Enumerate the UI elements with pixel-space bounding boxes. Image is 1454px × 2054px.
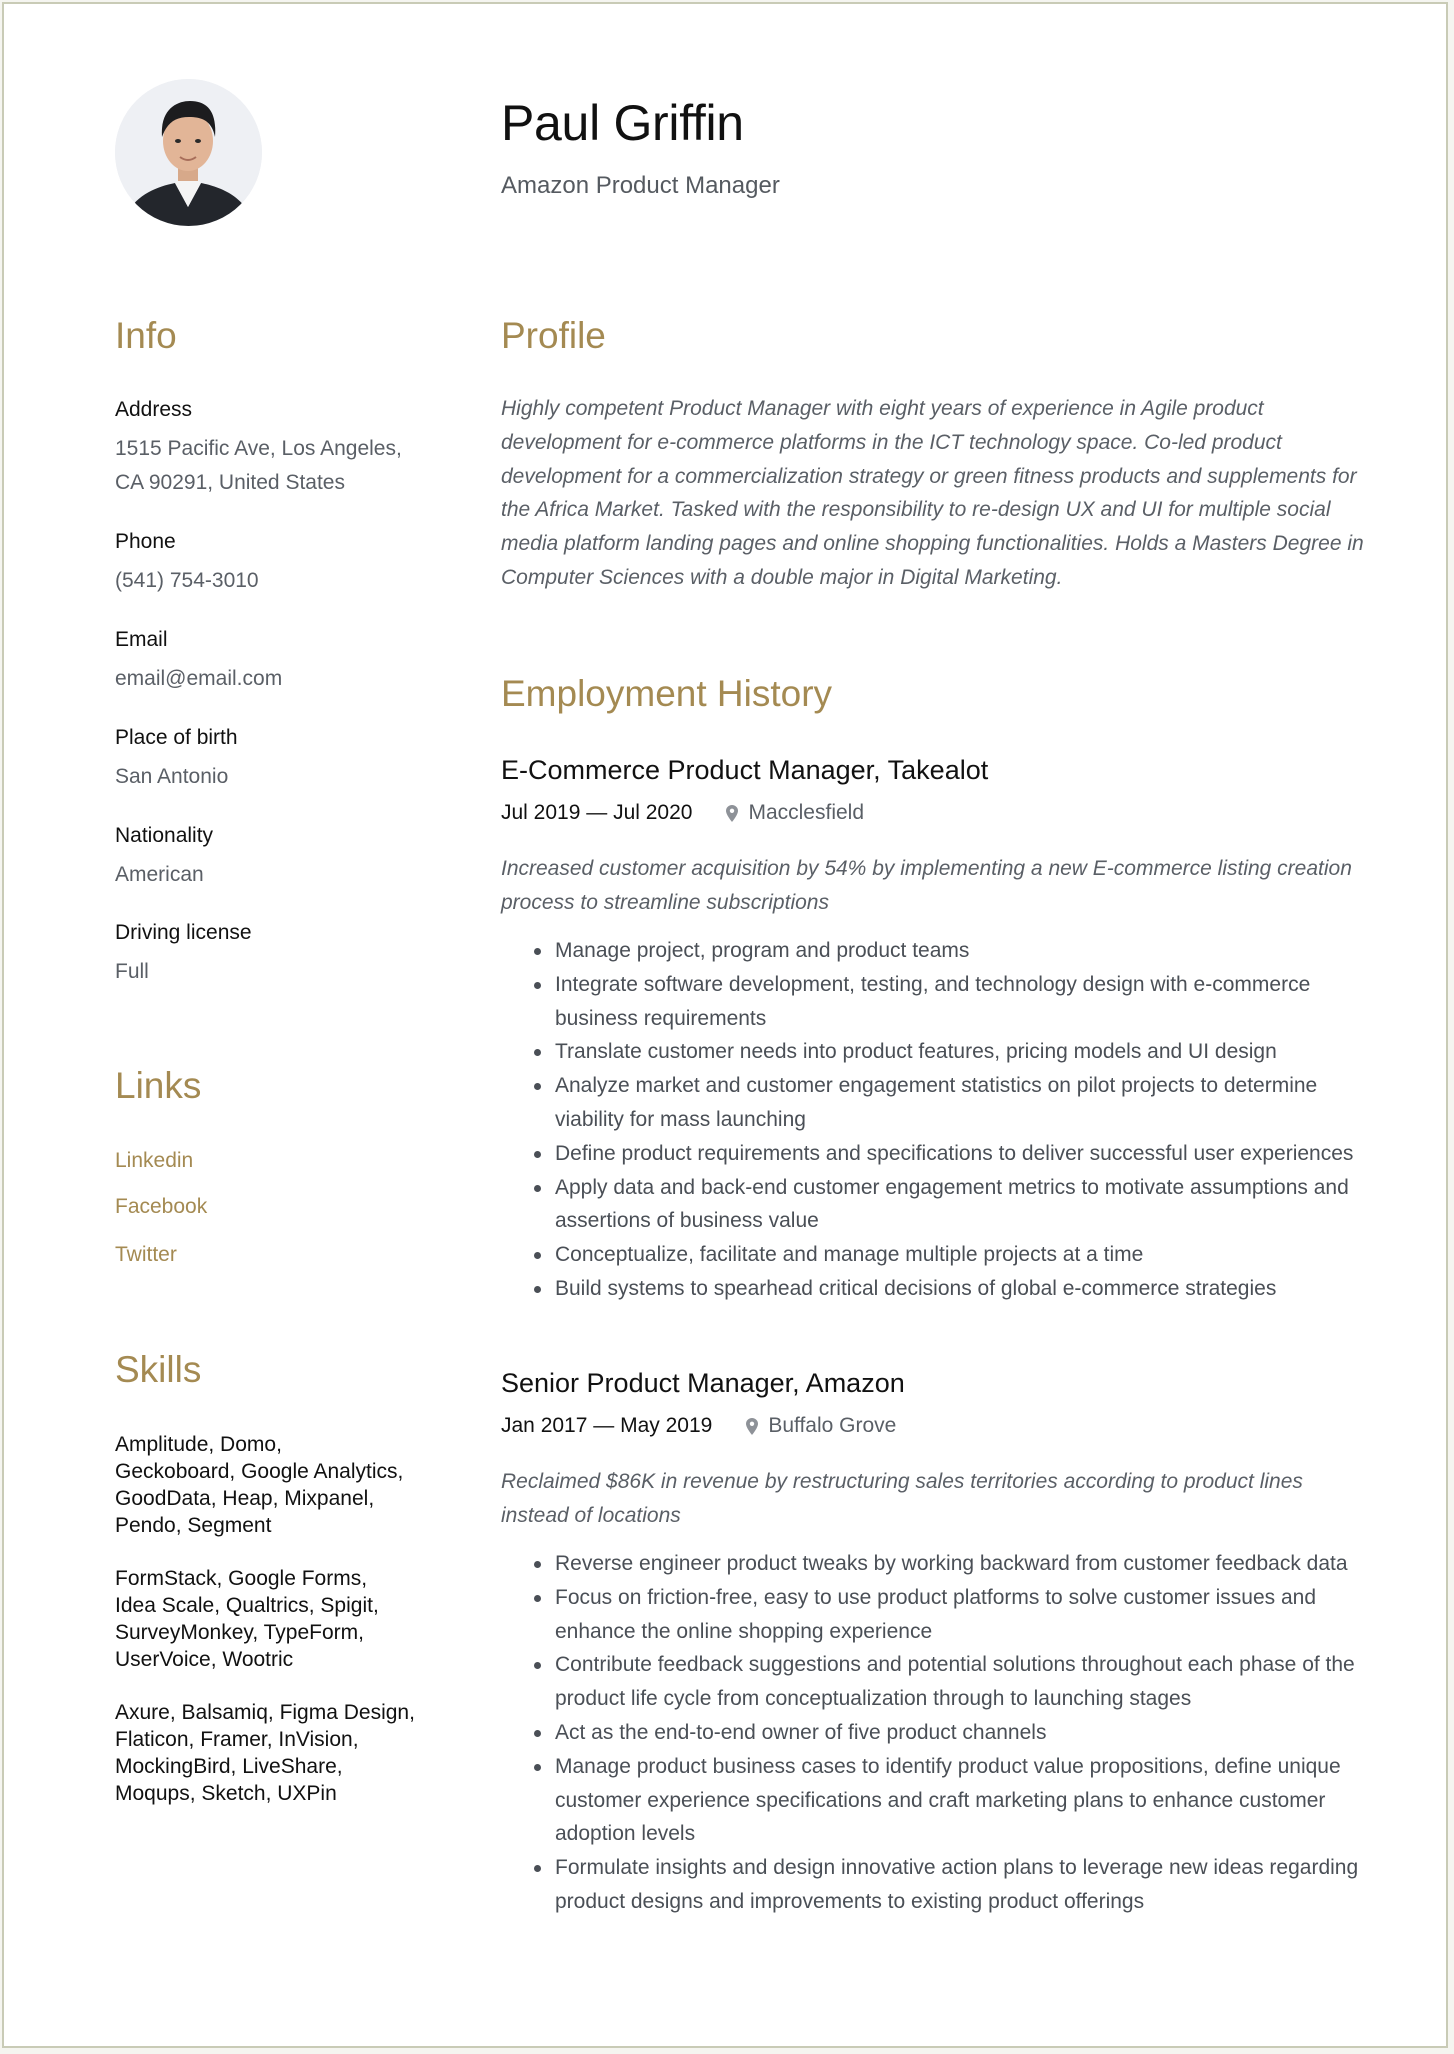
skill-line: Moqups, Sketch, UXPin: [115, 1782, 337, 1805]
skill-line: UserVoice, Wootric: [115, 1648, 294, 1671]
list-item: Define product requirements and specifications to deliver successful user experiences: [555, 1137, 1371, 1171]
links-heading: Links: [115, 1065, 202, 1106]
birth-label: Place of birth: [115, 726, 238, 749]
avatar: [115, 79, 262, 226]
skill-line: Flaticon, Framer, InVision,: [115, 1728, 359, 1751]
phone-label: Phone: [115, 530, 176, 553]
job-bullet-list: [501, 1547, 1371, 1919]
location-pin-icon: [726, 805, 738, 822]
skill-line: FormStack, Google Forms,: [115, 1567, 368, 1590]
list-item: Focus on friction-free, easy to use product platforms to solve customer issues and enhance the online shopping experience: [555, 1581, 1371, 1649]
job-location-text: Macclesfield: [748, 801, 865, 824]
list-item: Analyze market and customer engagement statistics on pilot projects to determine viability for mass launching: [555, 1069, 1371, 1137]
link-linkedin[interactable]: Linkedin: [115, 1149, 194, 1172]
list-item: Act as the end-to-end owner of five product channels: [555, 1716, 1371, 1750]
job-bullet-list: [501, 934, 1371, 1306]
email-value: email@email.com: [115, 667, 283, 690]
info-heading: Info: [115, 315, 177, 356]
list-item: Conceptualize, facilitate and manage multiple projects at a time: [555, 1238, 1371, 1272]
skill-line: Idea Scale, Qualtrics, Spigit,: [115, 1594, 379, 1617]
employment-heading: Employment History: [501, 673, 833, 714]
job-title: E-Commerce Product Manager, Takealot: [501, 755, 989, 785]
location-pin-icon: [746, 1418, 758, 1435]
candidate-title: Amazon Product Manager: [501, 172, 780, 199]
list-item: Integrate software development, testing, and technology design with e-commerce business requirements: [555, 968, 1371, 1036]
skill-line: Amplitude, Domo,: [115, 1433, 282, 1456]
profile-photo: [115, 79, 262, 226]
job-meta: [501, 1414, 896, 1438]
skill-line: Geckoboard, Google Analytics,: [115, 1460, 404, 1483]
nationality-value: American: [115, 863, 204, 886]
phone-value: (541) 754-3010: [115, 569, 259, 592]
candidate-name: Paul Griffin: [501, 95, 744, 151]
skill-group-feedback: [115, 1565, 435, 1673]
profile-summary: Highly competent Product Manager with eight years of experience in Agile product development for e-commerce platforms in the ICT technology space. Co-led product development for a commercialization strategy or green fitness products and supplements for the Africa Market. Tasked with the responsibility to re-design UX and UI for multiple social media platform landing pages and online shopping functionalities. Holds a Masters Degree in Computer Sciences with a double major in Digital Marketing.: [501, 397, 1364, 589]
address-label: Address: [115, 398, 193, 421]
skill-group-design: [115, 1699, 435, 1807]
skill-line: MockingBird, LiveShare,: [115, 1755, 343, 1778]
job-dates: Jul 2019 — Jul 2020: [501, 801, 693, 824]
job-title: Senior Product Manager, Amazon: [501, 1368, 905, 1398]
list-item: Manage product business cases to identify product value propositions, define unique customer experience specifications and craft marketing plans to enhance customer adoption levels: [555, 1750, 1371, 1851]
job-summary: Increased customer acquisition by 54% by implementing a new E-commerce listing creation process to streamline subscriptions: [501, 857, 1352, 914]
link-facebook[interactable]: Facebook: [115, 1195, 208, 1218]
birth-value: San Antonio: [115, 765, 229, 788]
list-item: Manage project, program and product teams: [555, 934, 1371, 968]
job-meta: [501, 801, 864, 825]
job-location-text: Buffalo Grove: [768, 1414, 897, 1437]
list-item: Reverse engineer product tweaks by working backward from customer feedback data: [555, 1547, 1371, 1581]
job-location: [746, 1414, 896, 1438]
list-item: Build systems to spearhead critical decisions of global e-commerce strategies: [555, 1272, 1371, 1306]
skill-group-analytics: [115, 1431, 435, 1539]
list-item: Translate customer needs into product features, pricing models and UI design: [555, 1035, 1371, 1069]
job-location: [726, 801, 864, 825]
list-item: Formulate insights and design innovative action plans to leverage new ideas regarding product designs and improvements to existing product offerings: [555, 1851, 1371, 1919]
skill-line: Axure, Balsamiq, Figma Design,: [115, 1701, 415, 1724]
nationality-label: Nationality: [115, 824, 214, 847]
profile-heading: Profile: [501, 315, 606, 356]
skill-line: Pendo, Segment: [115, 1514, 272, 1537]
link-twitter[interactable]: Twitter: [115, 1243, 177, 1266]
skills-heading: Skills: [115, 1349, 202, 1390]
skill-line: GoodData, Heap, Mixpanel,: [115, 1487, 375, 1510]
email-label: Email: [115, 628, 168, 651]
job-summary: Reclaimed $86K in revenue by restructuring sales territories according to product lines instead of locations: [501, 1470, 1303, 1527]
address-line-2: CA 90291, United States: [115, 471, 345, 494]
list-item: Contribute feedback suggestions and potential solutions throughout each phase of the product life cycle from conceptualization through to launching stages: [555, 1648, 1371, 1716]
list-item: Apply data and back-end customer engagement metrics to motivate assumptions and assertions of business value: [555, 1171, 1371, 1239]
license-label: Driving license: [115, 921, 252, 944]
address-line-1: 1515 Pacific Ave, Los Angeles,: [115, 437, 402, 460]
license-value: Full: [115, 960, 149, 983]
job-dates: Jan 2017 — May 2019: [501, 1414, 713, 1437]
resume-page: [2, 2, 1448, 2048]
skill-line: SurveyMonkey, TypeForm,: [115, 1621, 364, 1644]
